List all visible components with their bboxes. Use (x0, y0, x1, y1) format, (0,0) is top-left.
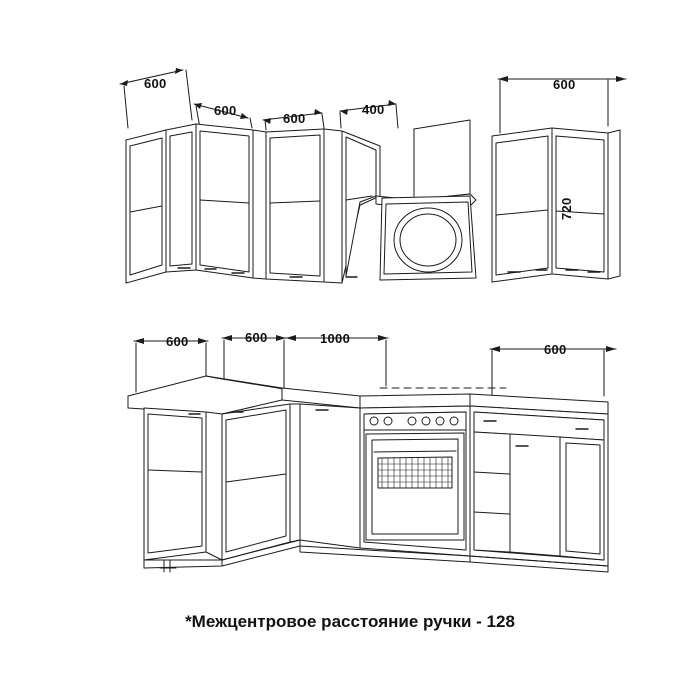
handle-center-distance-note: *Межцентровое расстояние ручки - 128 (185, 612, 515, 631)
dim-label-upper-600-3: 600 (283, 111, 306, 126)
upper-cabinet-left (126, 130, 166, 283)
upper-cabinet-angle-2 (324, 129, 380, 283)
dim-label-upper-600-4: 600 (553, 77, 576, 92)
dim-label-lower-1000: 1000 (320, 331, 351, 346)
dim-label-lower-600-1: 600 (166, 334, 189, 349)
dim-label-upper-600-1: 600 (144, 76, 167, 91)
range-hood (376, 120, 476, 208)
lower-cabinet-corner-right (222, 404, 300, 560)
dim-label-upper-400: 400 (362, 102, 385, 117)
dim-label-lower-600-2: 600 (245, 330, 268, 345)
dim-label-lower-600-3: 600 (544, 342, 567, 357)
upper-cabinet-corner (166, 124, 253, 278)
dim-label-upper-height-720: 720 (559, 197, 574, 220)
upper-cabinet-angle-1 (253, 129, 324, 282)
lower-cabinet-corner-left (144, 408, 222, 560)
built-in-appliance (380, 196, 476, 280)
lower-cabinet-right (470, 406, 608, 566)
dim-label-upper-600-2: 600 (214, 103, 237, 118)
upper-cabinet-right (492, 128, 620, 282)
